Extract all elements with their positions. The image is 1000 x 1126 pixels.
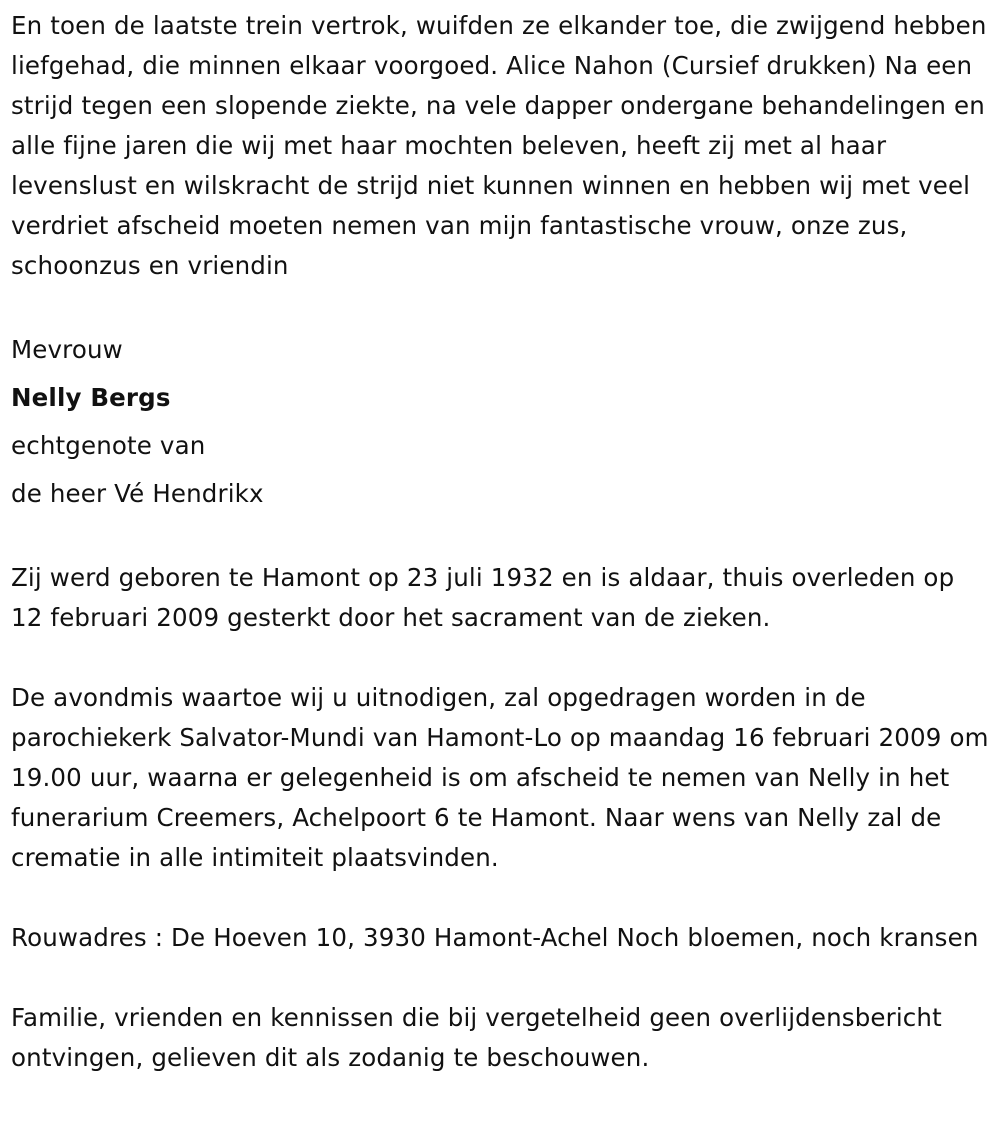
spacer — [11, 518, 990, 558]
spacer — [11, 878, 990, 918]
relation-line: echtgenote van — [11, 431, 206, 460]
title-line: Mevrouw — [11, 335, 123, 364]
spacer — [11, 958, 990, 998]
intro-paragraph: En toen de laatste trein vertrok, wuifden ze elkander toe, die zwijgend hebben liefgehad, die minnen elkaar voorgoed. Alice Nahon (Cursief drukken) Na een strijd tegen een slopende ziekte, na vele dapper ondergane behandelingen en alle fijne jaren die wij met haar mochten beleven, heeft zij met al haar levenslust en wilskracht de strijd niet kunnen winnen en hebben wij met veel verdriet afscheid moeten nemen van mijn fantastische vrouw, onze zus, schoonzus en vriendin — [11, 11, 987, 280]
spouse-line: de heer Vé Hendrikx — [11, 479, 264, 508]
deceased-name: Nelly Bergs — [11, 383, 171, 412]
spacer — [11, 638, 990, 678]
address-paragraph: Rouwadres : De Hoeven 10, 3930 Hamont-Achel Noch bloemen, noch kransen — [11, 923, 979, 952]
closing-paragraph: Familie, vrienden en kennissen die bij vergetelheid geen overlijdensbericht ontvingen, gelieven dit als zodanig te beschouwen. — [11, 1003, 942, 1072]
birth-death-paragraph: Zij werd geboren te Hamont op 23 juli 1932 en is aldaar, thuis overleden op 12 februari 2009 gesterkt door het sacrament van de zieken. — [11, 563, 955, 632]
spacer — [11, 286, 990, 326]
service-paragraph: De avondmis waartoe wij u uitnodigen, zal opgedragen worden in de parochiekerk Salvator-Mundi van Hamont-Lo op maandag 16 februari 2009 om 19.00 uur, waarna er gelegenheid is om afscheid te nemen van Nelly in het funerarium Creemers, Achelpoort 6 te Hamont. Naar wens van Nelly zal de crematie in alle intimiteit plaatsvinden. — [11, 683, 989, 872]
